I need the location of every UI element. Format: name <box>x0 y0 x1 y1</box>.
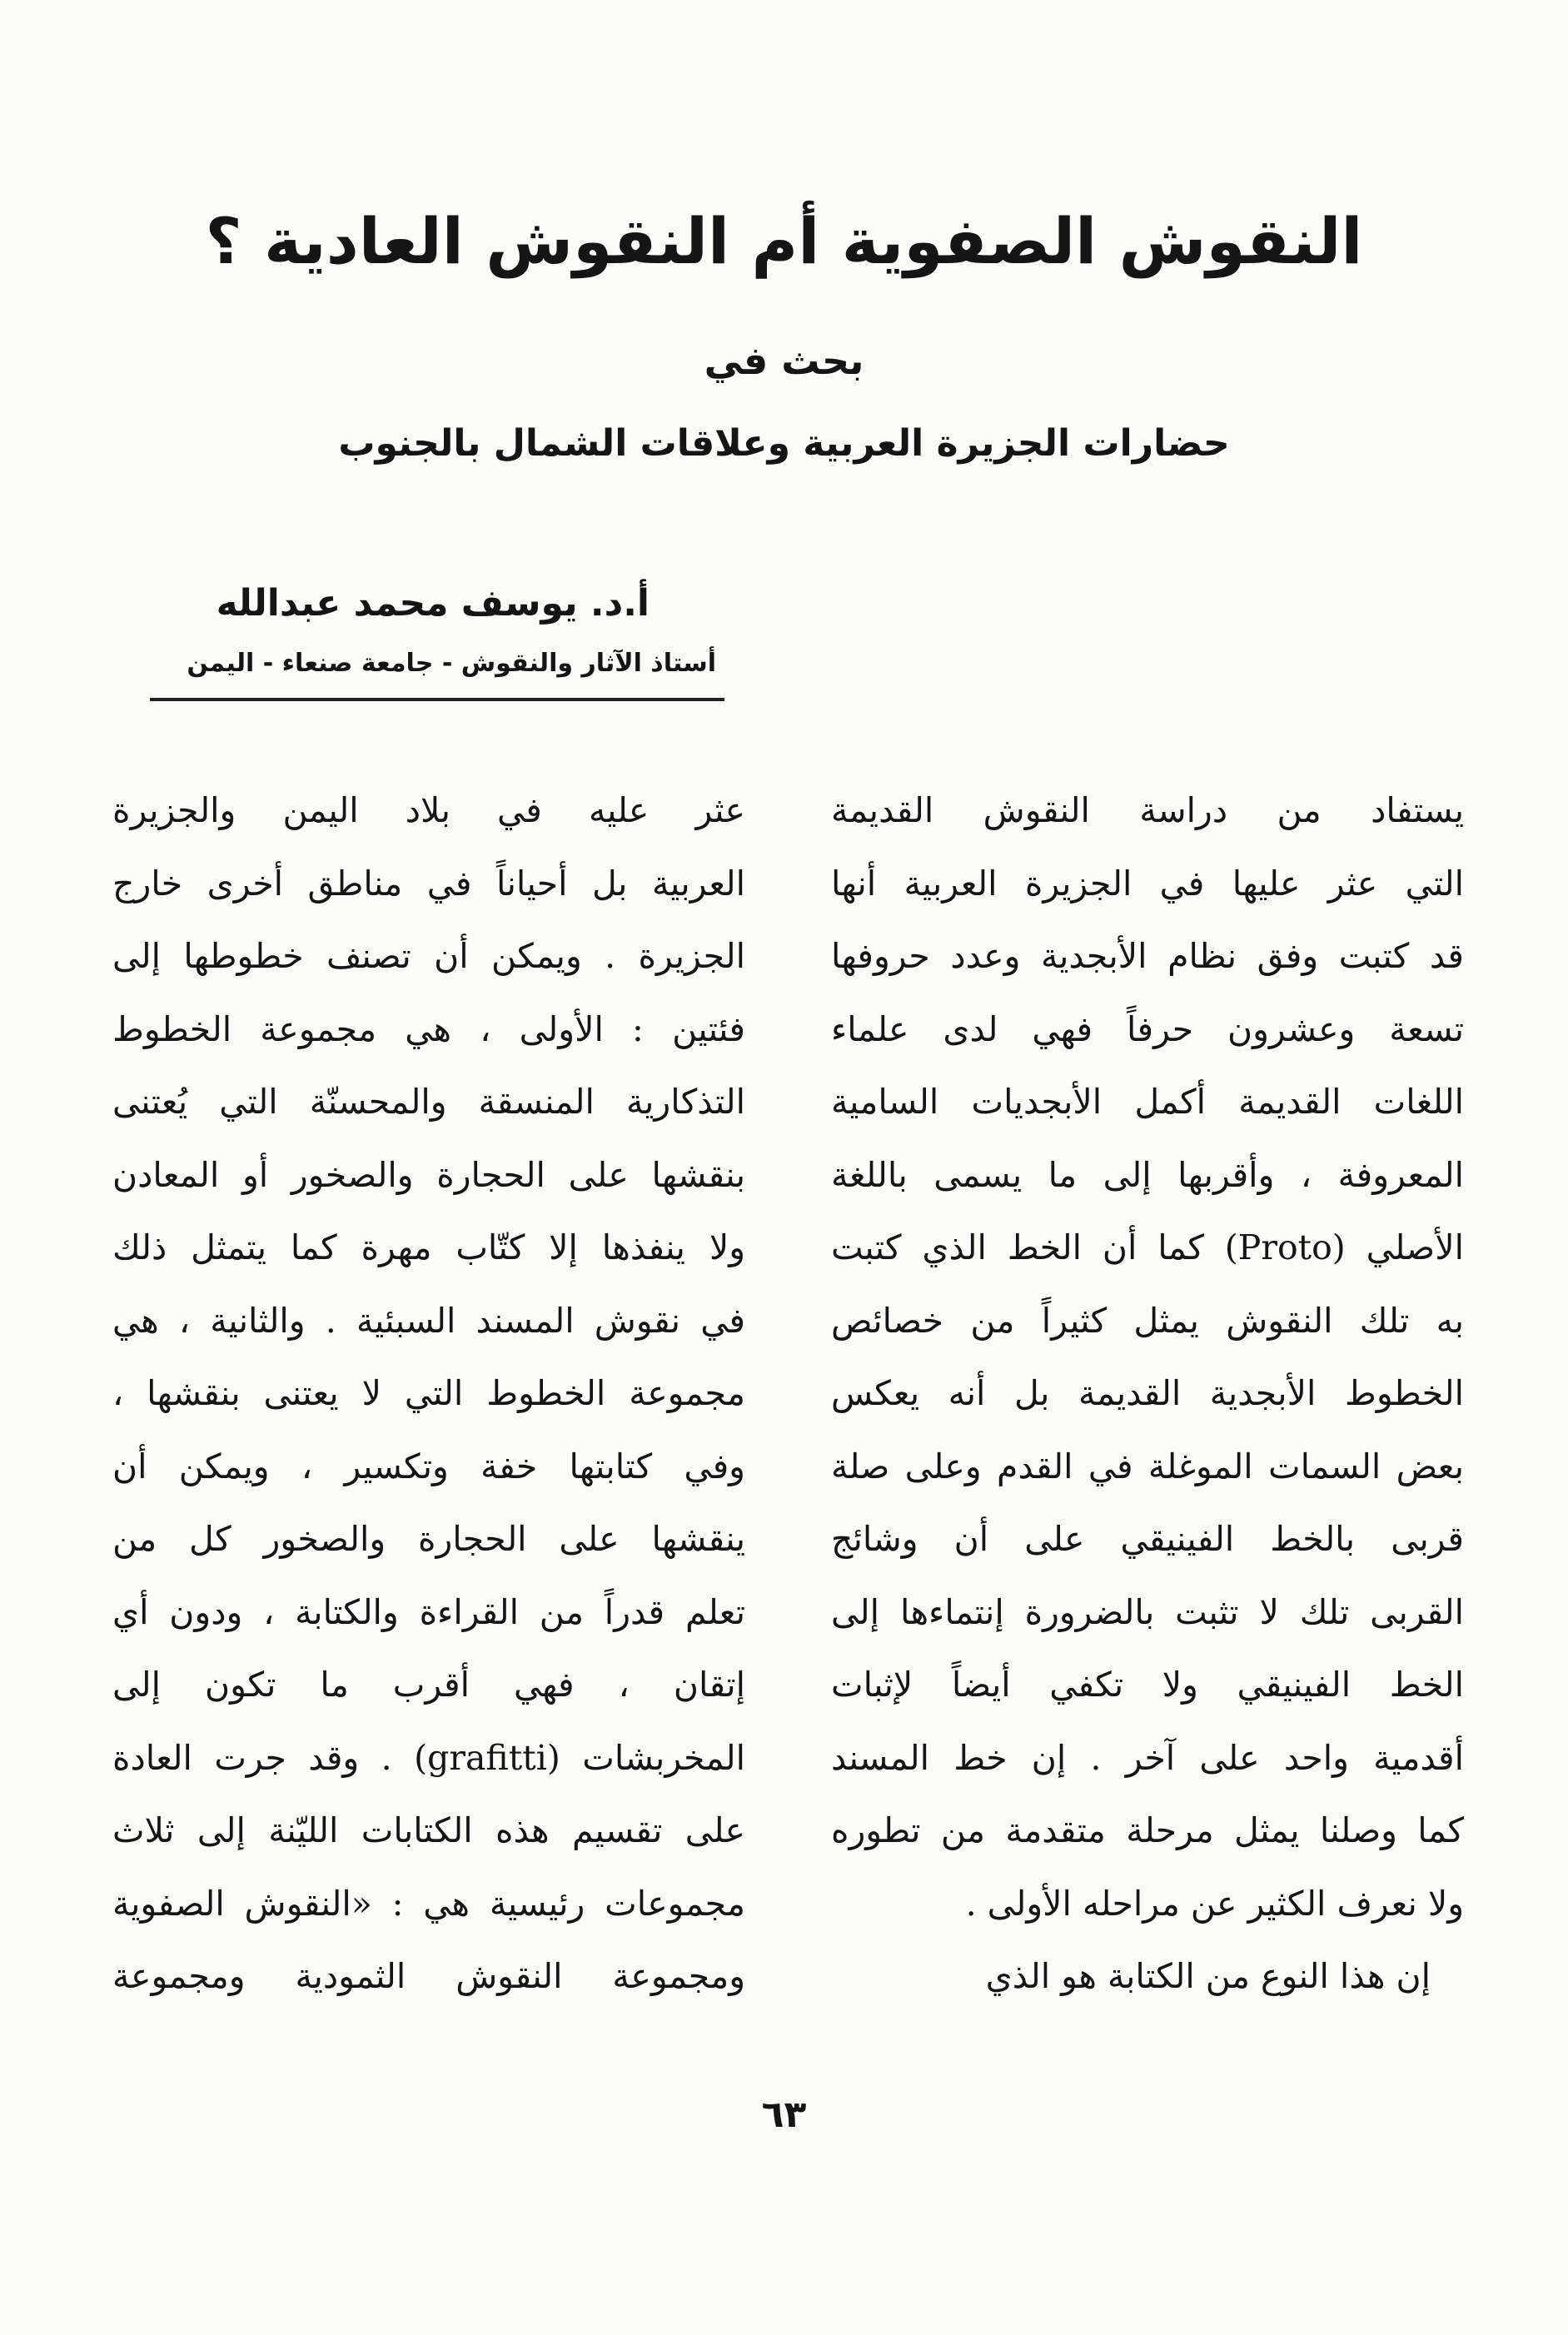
body-line: ومجموعة النقوش الثمودية ومجموعة <box>112 1956 745 1996</box>
body-line: وفي كتابتها خفة وتكسير ، ويمكن أن <box>112 1446 745 1486</box>
body-line: التي عثر عليها في الجزيرة العربية أنها <box>831 863 1464 904</box>
author-block <box>150 575 724 701</box>
body-line: مجموعة الخطوط التي لا يعتنى بنقشها ، <box>112 1373 745 1413</box>
body-line: المعروفة ، وأقربها إلى ما يسمى باللغة <box>831 1154 1464 1195</box>
body-line: الأصلي (Proto) كما أن الخط الذي كتبت <box>831 1227 1464 1267</box>
body-column-right <box>831 774 1464 2014</box>
body-line: عثر عليه في بلاد اليمن والجزيرة <box>112 790 745 830</box>
subtitle-line-2: حضارات الجزيرة العربية وعلاقات الشمال بالجنوب <box>338 422 1230 465</box>
body-column-left <box>112 774 745 2014</box>
body-line: فئتين : الأولى ، هي مجموعة الخطوط <box>112 1008 745 1049</box>
body-line: كما وصلنا يمثل مرحلة متقدمة من تطوره <box>831 1810 1464 1850</box>
body-line: اللغات القديمة أكمل الأبجديات السامية <box>831 1082 1464 1122</box>
body-line: ينقشها على الحجارة والصخور كل من <box>112 1519 745 1559</box>
body-line: التذكارية المنسقة والمحسنّة التي يُعتنى <box>112 1082 745 1122</box>
body-line: تسعة وعشرون حرفاً فهي لدى علماء <box>831 1008 1464 1049</box>
author-underline-rule <box>150 698 724 701</box>
body-line: مجموعات رئيسية هي : «النقوش الصفوية <box>112 1883 745 1924</box>
body-line: ولا ينفذها إلا كتّاب مهرة كما يتمثل ذلك <box>112 1227 745 1267</box>
body-line: بعض السمات الموغلة في القدم وعلى صلة <box>831 1446 1464 1486</box>
body-line: بنقشها على الحجارة والصخور أو المعادن <box>112 1154 745 1195</box>
body-line: الخط الفينيقي ولا تكفي أيضاً لإثبات <box>831 1665 1464 1705</box>
body-line: يستفاد من دراسة النقوش القديمة <box>831 790 1464 830</box>
subtitle-line-1: بحث في <box>704 338 864 383</box>
body-line: على تقسيم هذه الكتابات الليّنة إلى ثلاث <box>112 1810 745 1850</box>
body-line: في نقوش المسند السبئية . والثانية ، هي <box>112 1300 745 1341</box>
body-line: ولا نعرف الكثير عن مراحله الأولى . <box>965 1883 1464 1924</box>
body-line: إتقان ، فهي أقرب ما تكون إلى <box>112 1665 745 1705</box>
body-line: الجزيرة . ويمكن أن تصنف خطوطها إلى <box>112 936 745 976</box>
author-name: أ.د. يوسف محمد عبدالله <box>216 582 650 625</box>
body-line: إن هذا النوع من الكتابة هو الذي <box>985 1956 1431 1996</box>
body-line: القربى تلك لا تثبت بالضرورة إنتماءها إلى <box>831 1591 1464 1632</box>
body-line: تعلم قدراً من القراءة والكتابة ، ودون أي <box>112 1591 745 1632</box>
body-line: قد كتبت وفق نظام الأبجدية وعدد حروفها <box>831 936 1464 976</box>
body-line: قربى بالخط الفينيقي على أن وشائج <box>831 1519 1464 1559</box>
body-line: أقدمية واحد على آخر . إن خط المسند <box>831 1737 1464 1778</box>
author-affiliation: أستاذ الآثار والنقوش - جامعة صنعاء - اليمن <box>187 649 716 678</box>
body-line: الخطوط الأبجدية القديمة بل أنه يعكس <box>831 1373 1464 1413</box>
body-line: العربية بل أحياناً في مناطق أخرى خارج <box>112 863 745 904</box>
page-number: ٦٣ <box>761 2094 807 2136</box>
body-line: المخربشات (grafitti) . وقد جرت العادة <box>112 1737 745 1778</box>
article-title: النقوش الصفوية أم النقوش العادية ؟ <box>205 204 1363 278</box>
body-line: به تلك النقوش يمثل كثيراً من خصائص <box>831 1300 1464 1341</box>
